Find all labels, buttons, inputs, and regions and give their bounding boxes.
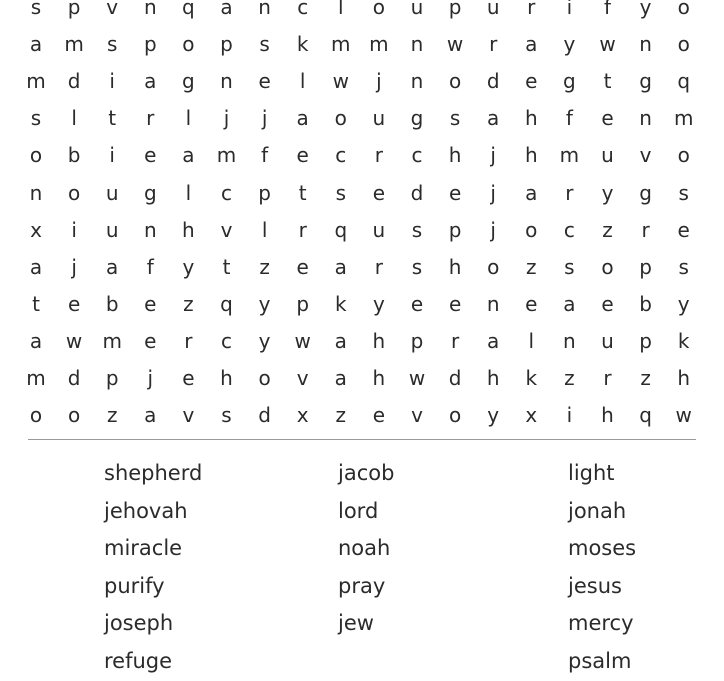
grid-letter: s bbox=[678, 180, 689, 205]
word-list-column-1 bbox=[104, 455, 202, 681]
grid-letter: c bbox=[221, 180, 232, 205]
grid-letter: w bbox=[599, 32, 616, 57]
grid-letter: o bbox=[448, 403, 462, 428]
grid-letter: o bbox=[29, 403, 43, 428]
grid-letter: e bbox=[67, 291, 81, 316]
grid-letter: r bbox=[298, 217, 307, 242]
grid-letter: c bbox=[297, 0, 309, 19]
grid-letter: c bbox=[563, 217, 575, 242]
grid-letter: m bbox=[26, 366, 46, 390]
grid-letter: o bbox=[258, 366, 271, 390]
grid-letter: o bbox=[67, 403, 81, 428]
grid-letter: s bbox=[221, 403, 232, 428]
grid-letter: w bbox=[408, 366, 426, 390]
grid-letter: n bbox=[143, 0, 157, 19]
grid-letter: m bbox=[216, 143, 237, 168]
grid-letter: m bbox=[102, 328, 122, 353]
grid-letter: h bbox=[372, 366, 386, 390]
grid-letter: y bbox=[601, 180, 614, 205]
grid-letter: j bbox=[490, 180, 496, 205]
grid-letter: k bbox=[296, 32, 309, 57]
grid-letter: t bbox=[32, 291, 40, 316]
grid-letter: h bbox=[182, 217, 195, 242]
grid-letter: w bbox=[294, 328, 311, 353]
grid-letter: h bbox=[220, 366, 233, 390]
grid-letter: h bbox=[448, 254, 462, 279]
grid-letter: g bbox=[639, 180, 652, 205]
word-list-item: light bbox=[568, 461, 615, 485]
grid-letter: a bbox=[334, 254, 347, 279]
grid-letter: p bbox=[448, 217, 462, 242]
grid-letter: h bbox=[601, 403, 614, 428]
word-list-item: jacob bbox=[338, 461, 395, 485]
grid-letter: e bbox=[144, 143, 157, 168]
grid-letter: e bbox=[525, 291, 538, 316]
grid-letter: n bbox=[220, 69, 233, 94]
grid-letter: a bbox=[296, 106, 309, 131]
grid-letter: a bbox=[487, 328, 500, 353]
grid-letter: p bbox=[410, 328, 424, 353]
grid-letter: s bbox=[30, 106, 42, 131]
grid-letter: n bbox=[639, 32, 652, 57]
grid-letter: a bbox=[106, 254, 119, 279]
grid-letter: s bbox=[30, 0, 42, 19]
grid-letter: e bbox=[296, 143, 309, 168]
grid-letter: s bbox=[411, 254, 423, 279]
grid-letter: a bbox=[144, 403, 157, 428]
grid-letter: y bbox=[639, 0, 652, 19]
grid-letter: s bbox=[678, 254, 689, 279]
grid-letter: e bbox=[677, 217, 690, 242]
word-list-item: pray bbox=[338, 573, 386, 598]
grid-letter: i bbox=[109, 69, 115, 94]
grid-letter: r bbox=[489, 32, 498, 57]
grid-letter: e bbox=[601, 106, 614, 131]
grid-letter: k bbox=[335, 291, 347, 316]
grid-letter: v bbox=[106, 0, 119, 19]
grid-letter: e bbox=[144, 328, 157, 353]
grid-letter: s bbox=[564, 254, 575, 279]
grid-letter: y bbox=[182, 254, 195, 279]
grid-letter: t bbox=[222, 254, 231, 279]
grid-letter: g bbox=[410, 106, 424, 131]
grid-letter: j bbox=[376, 69, 382, 94]
grid-letter: a bbox=[29, 328, 43, 353]
grid-letter: x bbox=[525, 403, 538, 428]
grid-letter: p bbox=[258, 180, 271, 205]
grid-letter: l bbox=[185, 180, 192, 205]
grid-letter: p bbox=[639, 254, 652, 279]
grid-letter: a bbox=[334, 328, 347, 353]
grid-letter: o bbox=[67, 180, 81, 205]
grid-letter: o bbox=[372, 0, 386, 19]
grid-letter: f bbox=[565, 106, 573, 131]
grid-letter: a bbox=[525, 180, 538, 205]
grid-letter: u bbox=[372, 217, 386, 242]
grid-letter: z bbox=[335, 403, 347, 428]
grid-letter: a bbox=[334, 366, 347, 390]
grid-letter: q bbox=[334, 217, 348, 242]
grid-letter: r bbox=[374, 143, 383, 168]
grid-letter: i bbox=[566, 0, 573, 19]
grid-letter: l bbox=[71, 106, 77, 131]
grid-letter: r bbox=[641, 217, 650, 242]
grid-letter: h bbox=[524, 106, 538, 131]
grid-letter: o bbox=[677, 32, 690, 57]
grid-letter: q bbox=[639, 403, 652, 428]
grid-letter: n bbox=[486, 291, 500, 316]
grid-letter: l bbox=[185, 106, 192, 131]
grid-letter: b bbox=[67, 143, 81, 168]
word-list-item: shepherd bbox=[104, 461, 203, 485]
grid-letter: y bbox=[258, 328, 271, 353]
grid-letter: t bbox=[603, 69, 612, 94]
word-list bbox=[0, 455, 724, 673]
word-list-item: jehovah bbox=[104, 498, 188, 523]
word-list-item: moses bbox=[568, 536, 637, 561]
grid-letter: p bbox=[220, 32, 233, 57]
grid-letter: q bbox=[220, 291, 233, 316]
grid-letter: d bbox=[410, 180, 424, 205]
grid-letter: c bbox=[221, 328, 232, 353]
grid-letter: v bbox=[411, 403, 423, 428]
word-list-item: psalm bbox=[568, 648, 632, 673]
grid-letter: o bbox=[182, 32, 195, 57]
grid-letter: w bbox=[675, 403, 692, 428]
grid-letter: h bbox=[524, 143, 538, 168]
grid-letter: z bbox=[106, 403, 118, 428]
grid-letter: q bbox=[182, 0, 195, 19]
word-list-item: jew bbox=[338, 611, 374, 636]
grid-letter: o bbox=[677, 143, 690, 168]
grid-letter: m bbox=[559, 143, 580, 168]
grid-letter: e bbox=[448, 291, 462, 316]
grid-letter: j bbox=[490, 143, 496, 168]
grid-letter: k bbox=[677, 328, 690, 353]
grid-letter: e bbox=[448, 180, 462, 205]
grid-letter: w bbox=[446, 32, 464, 57]
grid-letter: p bbox=[448, 0, 462, 19]
grid-letter: n bbox=[29, 180, 43, 205]
grid-letter: p bbox=[143, 32, 157, 57]
grid-letter: f bbox=[146, 254, 154, 279]
grid-letter: e bbox=[144, 291, 157, 316]
grid-letter: h bbox=[448, 143, 462, 168]
grid-letter: s bbox=[106, 32, 118, 57]
grid-letter: i bbox=[109, 143, 115, 168]
grid-letter: c bbox=[335, 143, 347, 168]
grid-letter: n bbox=[410, 32, 424, 57]
grid-letter: a bbox=[29, 254, 43, 279]
grid-letter: m bbox=[64, 32, 84, 57]
grid-letter: p bbox=[67, 0, 81, 19]
grid-letter: s bbox=[411, 217, 423, 242]
grid-letter: p bbox=[105, 366, 119, 390]
grid-letter: m bbox=[26, 69, 46, 94]
grid-letter: a bbox=[487, 106, 500, 131]
grid-letter: n bbox=[258, 0, 271, 19]
grid-letter: x bbox=[30, 217, 42, 242]
grid-letter: q bbox=[677, 69, 691, 94]
grid-letter: d bbox=[448, 366, 462, 390]
grid-letter: g bbox=[143, 180, 157, 205]
grid-letter: r bbox=[374, 254, 383, 279]
grid-letter: r bbox=[603, 366, 612, 390]
grid-letter: i bbox=[71, 217, 77, 242]
grid-letter: p bbox=[639, 328, 652, 353]
grid-letter: l bbox=[528, 328, 535, 353]
grid-letter: a bbox=[525, 32, 538, 57]
grid-letter: p bbox=[296, 291, 310, 316]
divider bbox=[28, 439, 696, 440]
word-list-item: purify bbox=[104, 573, 165, 598]
grid-letter: c bbox=[411, 143, 423, 168]
grid-letter: e bbox=[372, 180, 386, 205]
grid-letter: w bbox=[332, 69, 349, 94]
grid-letter: a bbox=[220, 0, 233, 19]
grid-letter: b bbox=[639, 291, 652, 316]
word-list-item: joseph bbox=[104, 611, 174, 636]
grid-letter: h bbox=[677, 366, 691, 390]
grid-letter: d bbox=[486, 69, 500, 94]
grid-letter: x bbox=[296, 403, 309, 428]
grid-letter: u bbox=[410, 0, 424, 19]
grid-letter: u bbox=[601, 328, 614, 353]
word-list-item: jonah bbox=[568, 498, 627, 523]
grid-letter: u bbox=[105, 217, 119, 242]
grid-letter: o bbox=[334, 106, 347, 131]
grid-letter: d bbox=[67, 69, 81, 94]
grid-letter: n bbox=[639, 106, 652, 131]
grid-letter: h bbox=[372, 328, 386, 353]
grid-letter: f bbox=[603, 0, 612, 19]
grid-letter: m bbox=[369, 32, 389, 57]
grid-letter: v bbox=[220, 217, 233, 242]
grid-letter: s bbox=[335, 180, 346, 205]
word-list-item: mercy bbox=[568, 611, 634, 636]
grid-letter: z bbox=[183, 291, 194, 316]
grid-letter: j bbox=[261, 106, 268, 131]
grid-letter: v bbox=[639, 143, 652, 168]
grid-letter: z bbox=[259, 254, 270, 279]
grid-letter: v bbox=[296, 366, 309, 390]
grid-letter: g bbox=[182, 69, 195, 94]
grid-letter: n bbox=[410, 69, 424, 94]
grid-letter: r bbox=[184, 328, 193, 353]
grid-letter: t bbox=[108, 106, 117, 131]
grid-letter: j bbox=[147, 366, 154, 390]
grid-letter: d bbox=[67, 366, 81, 390]
grid-letter: d bbox=[258, 403, 271, 428]
grid-letter: m bbox=[331, 32, 351, 57]
grid-letter: j bbox=[71, 254, 77, 279]
grid-letter: z bbox=[564, 366, 575, 390]
grid-letter: j bbox=[490, 217, 496, 242]
grid-letter: s bbox=[449, 106, 461, 131]
grid-letter: y bbox=[677, 291, 690, 316]
grid-letter: a bbox=[182, 143, 195, 168]
grid-letter: u bbox=[486, 0, 500, 19]
grid-letter: m bbox=[673, 106, 694, 131]
grid-letter: z bbox=[526, 254, 537, 279]
grid-letter: r bbox=[565, 180, 574, 205]
grid-letter: r bbox=[527, 0, 536, 19]
grid-letter: n bbox=[563, 328, 576, 353]
grid-letter: s bbox=[259, 32, 270, 57]
grid-letter: t bbox=[298, 180, 307, 205]
grid-letter: o bbox=[525, 217, 538, 242]
grid-letter: o bbox=[601, 254, 614, 279]
grid-letter: o bbox=[29, 143, 43, 168]
grid-letter: l bbox=[299, 69, 306, 94]
grid-letter: l bbox=[261, 217, 268, 242]
grid-letter: z bbox=[640, 366, 651, 390]
word-list-column-3 bbox=[568, 455, 636, 681]
grid-letter: o bbox=[487, 254, 500, 279]
grid-letter: i bbox=[566, 403, 573, 428]
grid-letter: g bbox=[563, 69, 576, 94]
grid-letter: f bbox=[261, 143, 269, 168]
grid-letter: u bbox=[601, 143, 614, 168]
grid-letter: o bbox=[677, 0, 690, 19]
grid-letter: g bbox=[639, 69, 652, 94]
grid-letter: e bbox=[372, 403, 386, 428]
grid-letter: a bbox=[563, 291, 576, 316]
grid-letter: o bbox=[448, 69, 462, 94]
grid-letter: a bbox=[29, 32, 43, 57]
grid-letter: h bbox=[486, 366, 500, 390]
grid-letter: e bbox=[410, 291, 424, 316]
word-list-item: jesus bbox=[568, 573, 622, 598]
word-list-item: refuge bbox=[104, 648, 173, 673]
grid-letter: n bbox=[143, 217, 157, 242]
grid-letter: e bbox=[525, 69, 538, 94]
grid-letter: u bbox=[372, 106, 386, 131]
word-list-item: miracle bbox=[104, 536, 183, 561]
grid-letter: e bbox=[601, 291, 614, 316]
grid-letter: y bbox=[487, 403, 500, 428]
grid-letter: r bbox=[450, 328, 460, 353]
word-list-item: noah bbox=[338, 536, 391, 561]
grid-letter: e bbox=[182, 366, 195, 390]
grid-letter: z bbox=[602, 217, 613, 242]
grid-letter: j bbox=[223, 106, 230, 131]
grid-letter: k bbox=[525, 366, 538, 390]
grid-letter: v bbox=[182, 403, 195, 428]
word-list-column-2 bbox=[338, 455, 394, 643]
grid-letter: r bbox=[146, 106, 155, 131]
word-list-item: lord bbox=[338, 498, 379, 523]
grid-letter: a bbox=[144, 69, 157, 94]
grid-letter: l bbox=[338, 0, 344, 19]
grid-letter: y bbox=[372, 291, 385, 316]
grid-letter: y bbox=[563, 32, 576, 57]
grid-letter: e bbox=[296, 254, 309, 279]
grid-letter: b bbox=[105, 291, 119, 316]
grid-letter: w bbox=[65, 328, 83, 353]
grid-letter: y bbox=[258, 291, 271, 316]
grid-letter: e bbox=[258, 69, 271, 94]
grid-letter: u bbox=[105, 180, 119, 205]
